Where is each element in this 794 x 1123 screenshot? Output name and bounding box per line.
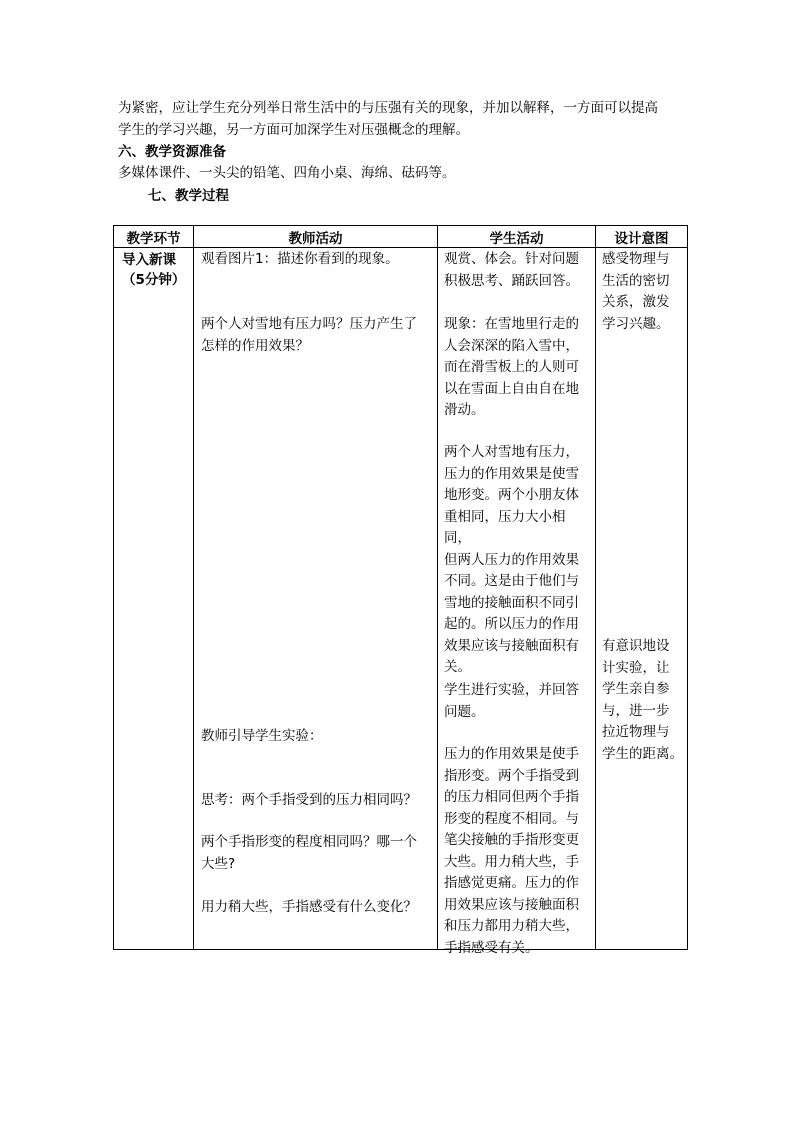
student-line: 压力的作用效果是使雪 bbox=[444, 465, 579, 482]
student-line: 观赏、体会。针对问题 bbox=[444, 251, 579, 267]
teacher-block-6 bbox=[201, 897, 433, 919]
intent-line: 关系，激发 bbox=[602, 294, 670, 310]
student-block-2 bbox=[444, 314, 591, 422]
student-line: 问题。 bbox=[444, 703, 485, 720]
student-activity-cell bbox=[438, 248, 596, 956]
header-design-intent: 设计意图 bbox=[596, 226, 688, 248]
intent-line: 学习兴趣。 bbox=[602, 315, 670, 332]
header-teacher-activity: 教师活动 bbox=[194, 226, 438, 248]
intent-line: 学生亲自参 bbox=[602, 681, 670, 697]
section-6-heading: 六、教学资源准备 bbox=[118, 144, 226, 160]
student-line: 两个人对雪地有压力， bbox=[444, 444, 579, 460]
student-line: 用效果应该与接触面积 bbox=[444, 896, 579, 913]
teacher-line: 怎样的作用效果？ bbox=[201, 337, 309, 354]
intent-line: 感受物理与 bbox=[602, 251, 670, 267]
student-line: 不同。这是由于他们与 bbox=[444, 573, 579, 589]
student-line: 学生进行实验，并回答 bbox=[444, 682, 579, 698]
stage-name: 导入新课 bbox=[122, 252, 176, 268]
intro-line-1: 为紧密，应让学生充分列举日常生活中的与压强有关的现象，并加以解释，一方面可以提高 bbox=[118, 100, 658, 116]
teacher-block-5 bbox=[201, 832, 433, 875]
student-line: 效果应该与接触面积有 bbox=[444, 637, 579, 654]
teacher-block-1 bbox=[201, 249, 433, 271]
intent-block-2 bbox=[602, 636, 683, 765]
section-7-heading: 七、教学过程 bbox=[148, 188, 229, 204]
intent-line: 拉近物理与 bbox=[602, 724, 670, 740]
intent-block-1 bbox=[602, 249, 683, 335]
intro-line-2: 学生的学习兴趣，另一方面可加深学生对压强概念的理解。 bbox=[118, 122, 469, 138]
student-line: 重相同，压力大小相同， bbox=[444, 508, 566, 546]
teacher-line: 用力稍大些，手指感受有什么变化？ bbox=[201, 899, 417, 915]
student-line: 积极思考、踊跃回答。 bbox=[444, 272, 579, 289]
header-student-activity: 学生活动 bbox=[438, 226, 596, 248]
student-line: 雪地的接触面积不同引 bbox=[444, 594, 579, 611]
student-line: 滑动。 bbox=[444, 402, 485, 418]
student-block-4 bbox=[444, 680, 591, 723]
student-line: 和压力都用力稍大些， bbox=[444, 918, 579, 934]
intent-line: 计实验，让 bbox=[602, 659, 670, 676]
student-line: 而在滑雪板上的人则可 bbox=[444, 359, 579, 375]
section-6-text: 多媒体课件、一头尖的铅笔、四角小桌、海绵、砝码等。 bbox=[118, 165, 456, 181]
intent-line: 有意识地设 bbox=[602, 638, 670, 654]
student-line: 地形变。两个小朋友体 bbox=[444, 487, 579, 503]
student-line: 手指感受有关。 bbox=[444, 939, 539, 956]
teacher-line: 大些? bbox=[201, 855, 236, 872]
design-intent-cell bbox=[596, 248, 688, 950]
teacher-block-3 bbox=[201, 726, 433, 748]
student-line: 人会深深的陷入雪中， bbox=[444, 337, 579, 354]
intent-line: 学生的距离。 bbox=[602, 745, 683, 762]
student-line: 但两人压力的作用效果 bbox=[444, 551, 579, 568]
stage-duration: （5分钟） bbox=[122, 272, 186, 288]
student-line: 指形变。两个手指受到 bbox=[444, 767, 579, 784]
student-line: 笔尖接触的手指形变更 bbox=[444, 832, 579, 848]
teacher-block-2 bbox=[201, 314, 433, 357]
student-line: 指感觉更痛。压力的作 bbox=[444, 875, 579, 891]
teacher-line: 教师引导学生实验： bbox=[201, 728, 323, 744]
teacher-line: 两个手指形变的程度相同吗？哪一个 bbox=[201, 834, 417, 850]
student-line: 的压力相同但两个手指 bbox=[444, 789, 579, 805]
table-row bbox=[114, 248, 688, 950]
teacher-line: 观看图片1：描述你看到的现象。 bbox=[201, 251, 399, 267]
teacher-line: 两个人对雪地有压力吗？压力产生了 bbox=[201, 316, 417, 332]
teaching-process-table bbox=[113, 225, 688, 956]
stage-label bbox=[122, 250, 185, 290]
teacher-block-4 bbox=[201, 790, 433, 812]
student-block-1 bbox=[444, 249, 591, 292]
student-line: 关。 bbox=[444, 659, 471, 675]
student-line: 以在雪面上自由自在地 bbox=[444, 380, 579, 397]
stage-cell bbox=[114, 248, 194, 950]
intent-line: 生活的密切 bbox=[602, 272, 670, 289]
intent-line: 与，进一步 bbox=[602, 702, 670, 719]
header-stage: 教学环节 bbox=[114, 226, 194, 248]
student-block-3 bbox=[444, 442, 591, 679]
table-header-row bbox=[114, 226, 688, 248]
student-line: 压力的作用效果是使手 bbox=[444, 746, 579, 762]
student-line: 大些。用力稍大些，手 bbox=[444, 853, 579, 870]
student-block-5 bbox=[444, 744, 591, 959]
student-line: 现象：在雪地里行走的 bbox=[444, 316, 579, 332]
student-line: 形变的程度不相同。与 bbox=[444, 810, 579, 827]
student-line: 起的。所以压力的作用 bbox=[444, 616, 579, 632]
teacher-line: 思考：两个手指受到的压力相同吗？ bbox=[201, 792, 417, 808]
teacher-activity-cell bbox=[194, 248, 438, 950]
